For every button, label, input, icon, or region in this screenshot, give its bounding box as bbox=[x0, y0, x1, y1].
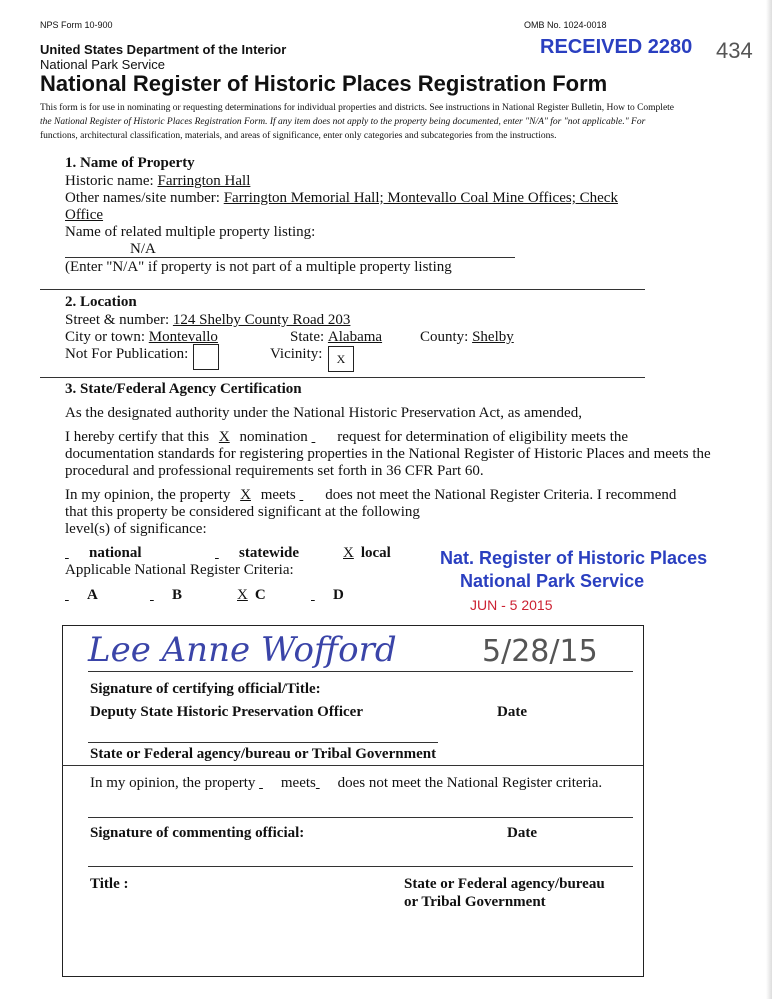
certification-box bbox=[62, 625, 644, 977]
related-listing-label: Name of related multiple property listing: bbox=[65, 224, 316, 240]
intro-line-2: the National Register of Historic Places Registration Form. If any item does not apply to the property being documented, enter "N/A" for "not applicable." For bbox=[40, 117, 646, 127]
state-label: State: bbox=[290, 329, 325, 345]
opinion-text-2: that this property be considered significant at the following bbox=[65, 504, 420, 520]
not-meet-blank bbox=[299, 487, 321, 504]
county-value: Shelby bbox=[472, 329, 514, 345]
meets-mark: X bbox=[240, 487, 251, 503]
meets-label: meets bbox=[260, 487, 296, 503]
other-names-value-cont: Office bbox=[65, 207, 104, 223]
certifying-signature-label: Signature of certifying official/Title: bbox=[90, 681, 321, 697]
other-names-value: Farrington Memorial Hall; Montevallo Coal Mine Offices; Check bbox=[223, 190, 618, 206]
vicinity-label: Vicinity: bbox=[270, 346, 323, 362]
vicinity-checkbox[interactable]: X bbox=[328, 346, 354, 372]
section-3-heading: 3. State/Federal Agency Certification bbox=[65, 381, 302, 397]
commenting-signature-label: Signature of commenting official: bbox=[90, 825, 305, 841]
city-value: Montevallo bbox=[148, 329, 218, 345]
level-local-mark: X bbox=[343, 545, 354, 561]
criterion-c-mark: X bbox=[237, 587, 248, 603]
request-blank bbox=[312, 429, 334, 446]
opinion-text-3: level(s) of significance: bbox=[65, 521, 207, 537]
historic-name-value: Farrington Hall bbox=[157, 173, 251, 189]
related-listing-value: N/A bbox=[130, 241, 156, 257]
commenting-opinion-text: In my opinion, the property bbox=[90, 775, 256, 791]
level-statewide: statewide bbox=[239, 545, 299, 561]
certify-text-2: documentation standards for registering properties in the National Register of Historic Places and meets the bbox=[65, 446, 711, 462]
street-label: Street & number: bbox=[65, 312, 170, 328]
historic-name-label: Historic name: bbox=[65, 173, 154, 189]
intro-line-3: functions, architectural classification, materials, and areas of significance, enter only categories and subcategories from the instructions. bbox=[40, 131, 557, 141]
scan-edge bbox=[766, 0, 772, 999]
section-1-heading: 1. Name of Property bbox=[65, 155, 195, 171]
agency-label: State or Federal agency/bureau or Tribal Government bbox=[90, 746, 437, 762]
commenting-not-meet-label: does not meet the National Register criteria. bbox=[337, 775, 603, 791]
agency-label-2b: or Tribal Government bbox=[404, 894, 546, 910]
criterion-d: D bbox=[333, 587, 344, 603]
commenting-meets-label: meets bbox=[280, 775, 316, 791]
signature-date: 5/28/15 bbox=[482, 634, 598, 669]
certify-text: I hereby certify that this bbox=[65, 429, 210, 445]
service: National Park Service bbox=[40, 57, 165, 72]
nfp-label: Not For Publication: bbox=[65, 346, 189, 362]
other-names-label: Other names/site number: bbox=[65, 190, 220, 206]
level-local: local bbox=[360, 545, 391, 561]
signature: Lee Anne Wofford bbox=[88, 630, 397, 670]
level-national: national bbox=[89, 545, 142, 561]
street-value: 124 Shelby County Road 203 bbox=[172, 312, 351, 328]
criterion-b: B bbox=[172, 587, 183, 603]
date-label-2: Date bbox=[507, 825, 537, 841]
county-label: County: bbox=[420, 329, 469, 345]
date-stamp: JUN - 5 2015 bbox=[470, 597, 553, 613]
section-2-heading: 2. Location bbox=[65, 294, 137, 310]
omb-number: OMB No. 1024-0018 bbox=[524, 20, 607, 30]
date-label: Date bbox=[497, 704, 527, 720]
received-stamp: RECEIVED 2280 bbox=[540, 36, 693, 58]
request-label: request for determination of eligibility meets the bbox=[337, 429, 629, 445]
title-label: Title : bbox=[90, 876, 129, 892]
nomination-label: nomination bbox=[239, 429, 308, 445]
multiple-listing-note: (Enter "N/A" if property is not part of a multiple property listing bbox=[65, 259, 452, 275]
form-title: National Register of Historic Places Registration Form bbox=[40, 71, 608, 96]
criterion-a: A bbox=[87, 587, 98, 603]
intro-line-1: This form is for use in nominating or requesting determinations for individual properties and districts. See instructions in National Register Bulletin, How to Complete bbox=[40, 103, 675, 113]
criteria-label: Applicable National Register Criteria: bbox=[65, 562, 294, 578]
register-stamp: Nat. Register of Historic Places bbox=[440, 548, 708, 568]
not-meet-label: does not meet the National Register Criteria. I recommend bbox=[325, 487, 677, 503]
handwritten-number: 434 bbox=[716, 38, 753, 63]
agency-label-2a: State or Federal agency/bureau bbox=[404, 876, 605, 892]
state-value: Alabama bbox=[327, 329, 383, 345]
official-title: Deputy State Historic Preservation Officer bbox=[90, 704, 363, 720]
nfp-checkbox[interactable] bbox=[193, 344, 219, 370]
authority-text: As the designated authority under the National Historic Preservation Act, as amended, bbox=[65, 405, 582, 421]
nomination-mark: X bbox=[218, 429, 230, 445]
nps-stamp: National Park Service bbox=[460, 571, 645, 591]
criterion-c: C bbox=[254, 587, 266, 603]
department: United States Department of the Interior bbox=[40, 42, 287, 57]
certify-text-3: procedural and professional requirements set forth in 36 CFR Part 60. bbox=[65, 463, 484, 479]
form-number: NPS Form 10-900 bbox=[40, 20, 113, 30]
city-label: City or town: bbox=[65, 329, 146, 345]
opinion-text: In my opinion, the property bbox=[65, 487, 231, 503]
